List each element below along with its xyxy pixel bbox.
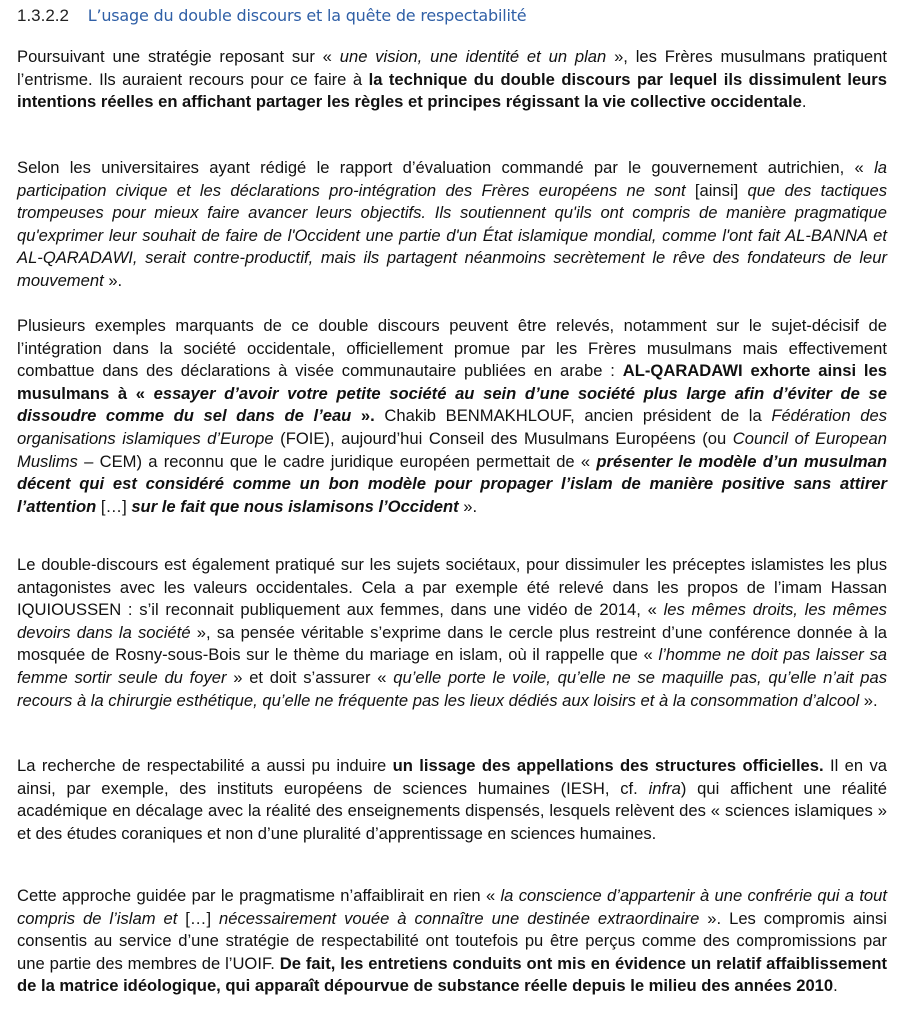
text-segment: un lissage des appellations des structures officielles. [392, 756, 824, 775]
text-segment: De fait, les entretiens conduits ont mis en évidence un relatif affaiblissement de la matrice idéologique, qui apparaît dépourvue de substance réelle depuis le milieu des années 2010 [17, 953, 887, 996]
text-segment: ». [458, 496, 478, 516]
text-segment: que des tactiques trompeuses pour mieux faire avancer leurs objectifs. Ils soutiennent qu'ils ont compris de manière pragmatique qu'exprimer leur souhait de faire de l'Occident une partie d'un État islamique mondial, comme l'ont fait AL-BANNA et AL-QARADAWI, serait contre-productif, mais ils partagent néanmoins secrètement le rêve des fondateurs de leur mouvement [17, 180, 888, 290]
paragraph-pragmatisme [17, 885, 887, 998]
text-segment: . [833, 976, 838, 996]
section-heading [17, 5, 526, 27]
text-segment: Selon les universitaires ayant rédigé le rapport d’évaluation commandé par le gouvernement autrichien, « [17, 158, 875, 177]
text-segment: », les Frères musulmans pratiquent l’entrisme. Ils auraient recours pour ce faire à [17, 47, 887, 89]
text-segment: nécessairement vouée à connaître une destinée extraordinaire [219, 908, 700, 928]
text-segment: [ainsi] [685, 180, 748, 200]
paragraph-entrisme [17, 46, 887, 114]
text-segment: Fédération des organisations islamiques d’Europe [17, 406, 888, 448]
text-segment: – CEM) a reconnu que le cadre juridique européen permettait de « [77, 451, 597, 471]
text-segment: sur le fait que nous islamisons l’Occident [131, 496, 459, 516]
paragraph-rapport-autrichien [17, 157, 887, 293]
text-segment: […] [177, 908, 220, 928]
text-segment: ». Les compromis ainsi consentis au service d’une stratégie de respectabilité ont toutefois pu être perçus comme des compromissions par une partie des membres de l’UOIF. [17, 908, 887, 973]
text-segment: Chakib BENMAKHLOUF, ancien président de la [374, 406, 772, 426]
text-segment: ». [103, 270, 123, 290]
text-segment: » et doit s’assurer « [226, 667, 394, 687]
text-segment: essayer d’avoir votre petite société au sein d’une société plus large afin d’éviter de se dissoudre comme du sel dans de l’eau [17, 383, 887, 426]
text-segment: ». [859, 690, 878, 710]
text-segment: les mêmes droits, les mêmes devoirs dans la société [17, 600, 887, 642]
text-segment: l’homme ne doit pas laisser sa femme sortir seule du foyer [17, 645, 887, 687]
section-number: 1.3.2.2 [17, 6, 69, 25]
text-segment: […] [96, 496, 132, 516]
text-segment: (FOIE), aujourd’hui Conseil des Musulmans Européens (ou [273, 428, 733, 448]
text-segment: », sa pensée véritable s’exprime dans le cercle plus restreint d’une conférence donnée à la mosquée de Rosny-sous-Bois sur le thème du mariage en islam, où il rappelle que « [17, 622, 887, 665]
text-segment: Poursuivant une stratégie reposant sur « [17, 47, 340, 66]
text-segment: la technique du double discours par lequel ils dissimulent leurs intentions réelles en affichant partager les règles et principes régissant la vie collective occidentale [17, 69, 887, 112]
text-segment: Cette approche guidée par le pragmatisme n’affaiblirait en rien « [17, 886, 501, 905]
text-segment: présenter le modèle d’un musulman décent qui est considéré comme un bon modèle pour propager l’islam de manière positive sans attirer l’attention [17, 451, 887, 516]
text-segment: qu’elle porte le voile, qu’elle ne se maquille pas, qu’elle n’ait pas recours à la chirurgie esthétique, qu’elle ne fréquente pas les lieux dédiés aux loisirs et à la consommation d’alcool [17, 667, 887, 710]
text-segment: la participation civique et les déclarations pro-intégration des Frères européens ne sont [17, 158, 887, 200]
text-segment: Council of European Muslims [17, 428, 887, 471]
text-segment: Il en va ainsi, par exemple, des instituts européens de sciences humaines (IESH, cf. [17, 756, 887, 798]
text-segment: AL-QARADAWI exhorte ainsi les musulmans à « [17, 361, 888, 403]
section-title: L’usage du double discours et la quête de respectabilité [87, 6, 527, 25]
text-segment: La recherche de respectabilité a aussi pu induire [17, 756, 393, 775]
paragraph-lissage-appellations [17, 755, 887, 845]
text-segment: la conscience d’appartenir à une confrérie qui a tout compris de l’islam et [17, 886, 887, 928]
text-segment: . [801, 92, 807, 112]
paragraph-sujets-societaux [17, 554, 887, 712]
text-segment: infra [648, 778, 681, 798]
text-segment: ». [351, 406, 375, 426]
text-segment: Le double-discours est également pratiqué sur les sujets sociétaux, pour dissimuler les préceptes islamistes les plus antagonistes avec les valeurs occidentales. Cela a par exemple été relevé dans les propos de l’imam Hassan IQUIOUSSEN : s’il reconnait publiquement aux femmes, dans une vidéo de 2014, « [17, 555, 887, 620]
text-segment: une vision, une identité et un plan [339, 47, 607, 66]
paragraph-exemples-double-discours [17, 315, 887, 518]
text-segment: Plusieurs exemples marquants de ce double discours peuvent être relevés, notamment sur le sujet-décisif de l’intégration dans la société occidentale, officiellement promue par les Frères musulmans mais effectivement combattue dans des déclarations à visée communautaire publiées en arabe : [17, 316, 887, 381]
text-segment: ) qui affichent une réalité académique en décalage avec la réalité des enseignements dispensés, lesquels relèvent des « sciences islamiques » et des études coraniques et non d’une pluralité d’apprentissage en sciences humaines. [17, 778, 887, 843]
